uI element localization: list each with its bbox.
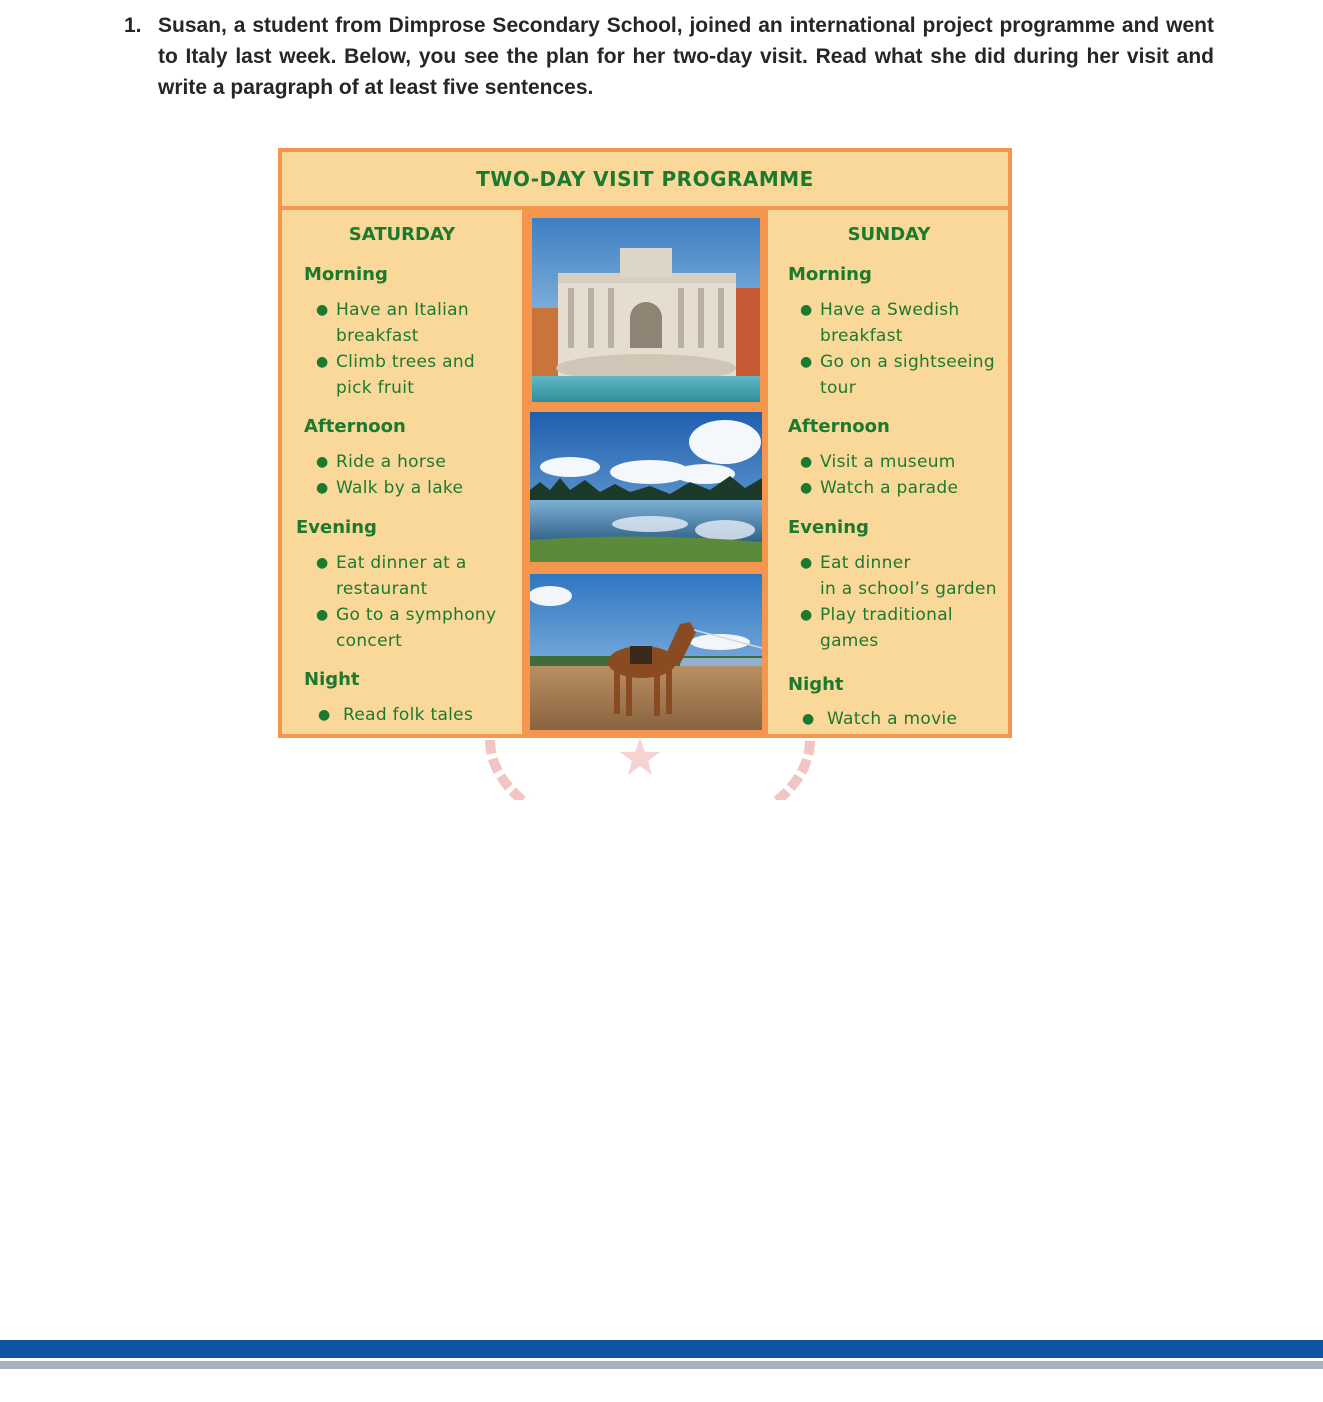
fountain-photo	[532, 218, 760, 402]
bullet: ●	[316, 555, 329, 571]
saturday-evening-item: Go to a symphony	[336, 605, 497, 625]
programme-title: TWO-DAY VISIT PROGRAMME	[282, 152, 1008, 210]
sunday-afternoon-item: Watch a parade	[820, 478, 959, 498]
bullet: ●	[800, 555, 813, 571]
saturday-morning-item: Climb trees and	[336, 352, 476, 372]
sunday-heading: SUNDAY	[847, 224, 931, 245]
footer-blue-band	[0, 1340, 1323, 1358]
sunday-evening-item: games	[820, 631, 879, 651]
photo-column	[522, 210, 768, 734]
sunday-evening-item: in a school’s garden	[820, 579, 997, 599]
saturday-morning-item: breakfast	[336, 326, 419, 346]
saturday-evening-heading: Evening	[296, 517, 377, 538]
saturday-afternoon-item: Walk by a lake	[336, 478, 464, 498]
lake-photo	[530, 412, 762, 562]
sunday-morning-item: tour	[820, 378, 857, 398]
bullet: ●	[802, 711, 815, 727]
sunday-morning-item: Go on a sightseeing	[820, 352, 995, 372]
bullet: ●	[800, 480, 813, 496]
saturday-morning-item: pick fruit	[336, 378, 415, 398]
saturday-evening-item: restaurant	[336, 579, 428, 599]
saturday-column	[282, 210, 522, 734]
saturday-morning-item: Have an Italian	[336, 300, 469, 320]
sunday-column	[768, 210, 1010, 734]
horse-photo	[530, 574, 762, 730]
question-text: Susan, a student from Dimprose Secondary School, joined an international project programme and went to Italy last week. Below, you see the plan for her two-day visit. Read what she did during her visit and write a paragraph of at least five sentences.	[158, 14, 1214, 99]
saturday-afternoon-heading: Afternoon	[304, 416, 406, 437]
bullet: ●	[316, 354, 329, 370]
saturday-heading: SATURDAY	[348, 224, 456, 245]
bullet: ●	[316, 302, 329, 318]
sunday-afternoon-item: Visit a museum	[820, 452, 956, 472]
bullet: ●	[800, 354, 813, 370]
bullet: ●	[316, 480, 329, 496]
saturday-evening-item: concert	[336, 631, 403, 651]
sunday-morning-heading: Morning	[788, 264, 872, 285]
bullet: ●	[800, 454, 813, 470]
bullet: ●	[800, 607, 813, 623]
saturday-evening-item: Eat dinner at a	[336, 553, 467, 573]
saturday-morning-heading: Morning	[304, 264, 388, 285]
question-number: 1.	[124, 14, 142, 37]
saturday-night-heading: Night	[304, 669, 360, 690]
sunday-evening-item: Eat dinner	[820, 553, 911, 573]
sunday-evening-item: Play traditional	[820, 605, 953, 625]
sunday-evening-heading: Evening	[788, 517, 869, 538]
visit-programme-table	[278, 148, 1012, 738]
sunday-night-heading: Night	[788, 674, 844, 695]
bullet: ●	[316, 607, 329, 623]
sunday-morning-item: breakfast	[820, 326, 903, 346]
sunday-afternoon-heading: Afternoon	[788, 416, 890, 437]
footer-grey-band	[0, 1361, 1323, 1369]
sunday-morning-item: Have a Swedish	[820, 300, 960, 320]
saturday-night-item: Read folk tales	[343, 705, 474, 725]
bullet: ●	[318, 707, 331, 723]
bullet: ●	[800, 302, 813, 318]
bullet: ●	[316, 454, 329, 470]
saturday-afternoon-item: Ride a horse	[336, 452, 447, 472]
sunday-night-item: Watch a movie	[827, 709, 958, 729]
question	[124, 10, 1214, 103]
